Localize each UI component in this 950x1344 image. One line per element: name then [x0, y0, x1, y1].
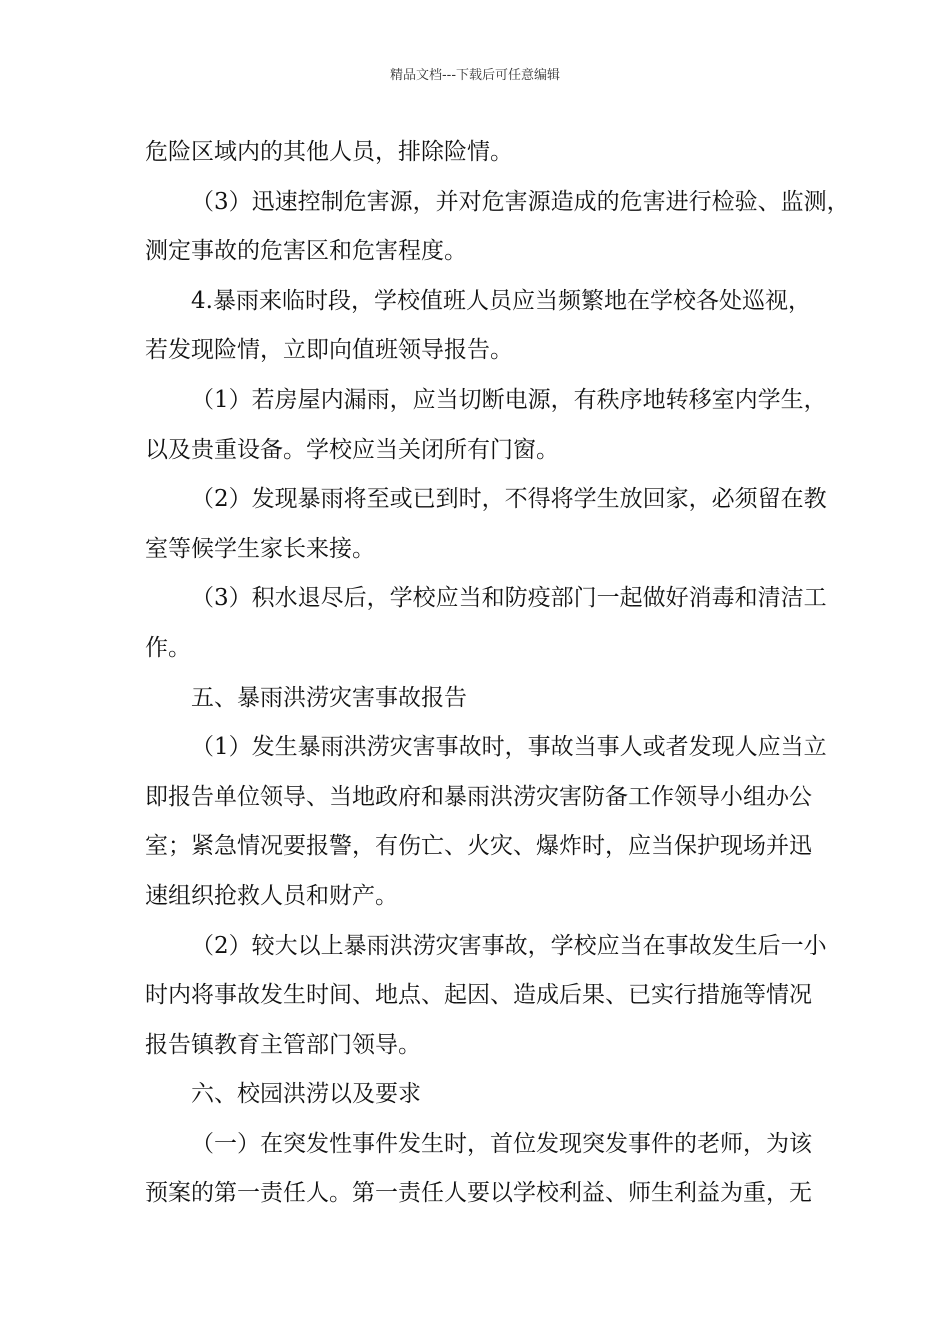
text-line: （2）发现暴雨将至或已到时，不得将学生放回家，必须留在教 [191, 486, 827, 513]
text-line: 作。 [145, 634, 191, 661]
text-line: 4.暴雨来临时段，学校值班人员应当频繁地在学校各处巡视， [191, 287, 811, 314]
text-line: 室等候学生家长来接。 [145, 535, 375, 562]
text-line: 危险区域内的其他人员，排除险情。 [145, 139, 513, 165]
text-line: （3）积水退尽后，学校应当和防疫部门一起做好消毒和清洁工 [191, 585, 827, 612]
text-line: （1）若房屋内漏雨，应当切断电源，有秩序地转移室内学生， [191, 386, 827, 413]
text-line: 室；紧急情况要报警，有伤亡、火灾、爆炸时，应当保护现场并迅 [145, 833, 812, 860]
section-heading: 六、校园洪涝以及要求 [191, 1081, 421, 1108]
text-line: 时内将事故发生时间、地点、起因、造成后果、已实行措施等情况 [145, 982, 812, 1009]
text-line: 测定事故的危害区和危害程度。 [145, 238, 467, 265]
section-heading: 五、暴雨洪涝灾害事故报告 [191, 684, 467, 711]
text-line: （2）较大以上暴雨洪涝灾害事故，学校应当在事故发生后一小 [191, 932, 827, 959]
text-line: 速组织抢救人员和财产。 [145, 882, 398, 909]
text-line: 报告镇教育主管部门领导。 [145, 1031, 421, 1058]
document-body [145, 130, 850, 1221]
text-line: （1）发生暴雨洪涝灾害事故时，事故当事人或者发现人应当立 [191, 734, 827, 761]
text-line: 即报告单位领导、当地政府和暴雨洪涝灾害防备工作领导小组办公 [145, 783, 812, 810]
page-header: 精品文档---下载后可任意编辑 [389, 68, 561, 83]
text-line: 若发现险情，立即向值班领导报告。 [145, 337, 513, 364]
text-line: （3）迅速控制危害源，并对危害源造成的危害进行检验、监测， [191, 188, 850, 215]
text-line: 以及贵重设备。学校应当关闭所有门窗。 [145, 436, 559, 463]
text-line: （一）在突发性事件发生时，首位发现突发事件的老师，为该 [191, 1130, 812, 1157]
text-line: 预案的第一责任人。第一责任人要以学校利益、师生利益为重，无 [145, 1180, 812, 1207]
